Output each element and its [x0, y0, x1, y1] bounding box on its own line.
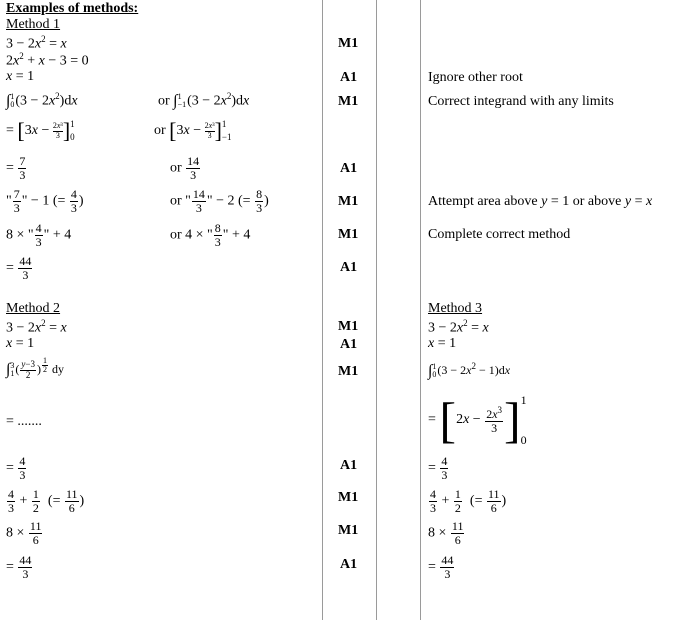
method1-area-b: or " $\frac{14}{3}$ " − 2 (= $\frac{8}{3}$ )	[170, 187, 269, 215]
method3-root: x = 1	[428, 336, 457, 351]
method2-dots: = .......	[6, 414, 42, 429]
mark-a1-m2-answer: A1	[340, 557, 358, 572]
mark-m1-m2-sum: M1	[338, 490, 359, 505]
method1-root: x = 1	[6, 69, 35, 84]
method1-value-b: or $\frac{14}{3}$	[170, 154, 200, 182]
mark-m1-m2-eq: M1	[338, 319, 359, 334]
method2-value: = $\frac{4}{3}$	[6, 454, 26, 482]
mark-a1-root: A1	[340, 70, 358, 85]
method1-eq1: $3 - 2x^2 = x$	[6, 34, 67, 52]
mark-m1-total: M1	[338, 227, 359, 242]
method1-eq2: $2x^2 + x - 3 = 0$	[6, 51, 89, 69]
method1-total-a: 8 × " $\frac{4}{3}$ " + 4	[6, 221, 72, 249]
method2-integral: ∫ 3 1 ( $\frac{y-3}{2}$ ) $^{\frac{1}{2}}$ dy	[6, 356, 64, 380]
mark-a1-value: A1	[340, 161, 358, 176]
method2-eq1: $3 - 2x^2 = x$	[6, 318, 67, 336]
mark-m1-integral: M1	[338, 94, 359, 109]
method2-title: Method 2	[6, 301, 61, 316]
method1-antideriv-b: or [3x − $\frac{\text{2x³}}{3}$ ] 1 −1	[154, 118, 232, 143]
method2-answer: = $\frac{44}{3}$	[6, 553, 32, 581]
method3-mult: 8 × $\frac{11}{6}$	[428, 519, 464, 547]
method2-sum: $\frac{4}{3}$ + $\frac{1}{2}$ (= $\frac{11}{6}$ )	[8, 487, 85, 515]
mark-m1-m2-integral: M1	[338, 364, 359, 379]
column-divider-1	[322, 0, 323, 620]
mark-a1-answer: A1	[340, 260, 358, 275]
method2-root: x = 1	[6, 336, 35, 351]
column-divider-3	[420, 0, 421, 620]
method2-mult: 8 × $\frac{11}{6}$	[6, 519, 42, 547]
method1-integral-b: or ∫ 1 −1 $(3 - 2x^2)dx$	[158, 91, 250, 110]
mark-m1-m2-mult: M1	[338, 523, 359, 538]
method1-area-a: " $\frac{7}{3}$ " − 1 (= $\frac{4}{3}$ )	[6, 187, 84, 215]
column-divider-2	[376, 0, 377, 620]
method1-value-a: = $\frac{7}{3}$	[6, 154, 26, 182]
method3-answer: = $\frac{44}{3}$	[428, 553, 454, 581]
mark-m1-eq: M1	[338, 36, 359, 51]
method1-title: Method 1	[6, 17, 61, 32]
mark-a1-m2-root: A1	[340, 337, 358, 352]
mark-a1-m2-value: A1	[340, 458, 358, 473]
method3-sum: $\frac{4}{3}$ + $\frac{1}{2}$ (= $\frac{11}{6}$ )	[430, 487, 507, 515]
method3-title: Method 3	[428, 301, 483, 316]
method3-integral: ∫ 1 0 $(3 - 2x^2 - 1)dx$	[428, 361, 511, 380]
method3-value: = $\frac{4}{3}$	[428, 454, 448, 482]
guidance-complete: Complete correct method	[428, 227, 571, 242]
guidance-integrand: Correct integrand with any limits	[428, 94, 614, 109]
method3-eq1: $3 - 2x^2 = x$	[428, 318, 489, 336]
guidance-attempt-area: Attempt area above y = 1 or above y = x	[428, 194, 653, 209]
method1-antideriv-a: = [3x − $\frac{\text{2x³}}{3}$ ] 1 0	[6, 118, 75, 143]
mark-m1-area: M1	[338, 194, 359, 209]
method1-answer: = $\frac{44}{3}$	[6, 254, 32, 282]
method3-antideriv: = [2x − $\frac{2x^3}{3}$ ] 1 0	[428, 392, 527, 448]
method1-total-b: or 4 × " $\frac{8}{3}$ " + 4	[170, 221, 251, 249]
page-heading: Examples of methods:	[6, 1, 139, 16]
guidance-ignore-root: Ignore other root	[428, 70, 523, 85]
method1-integral-a: ∫ 1 0 $(3 - 2x^2)dx$	[6, 91, 78, 110]
